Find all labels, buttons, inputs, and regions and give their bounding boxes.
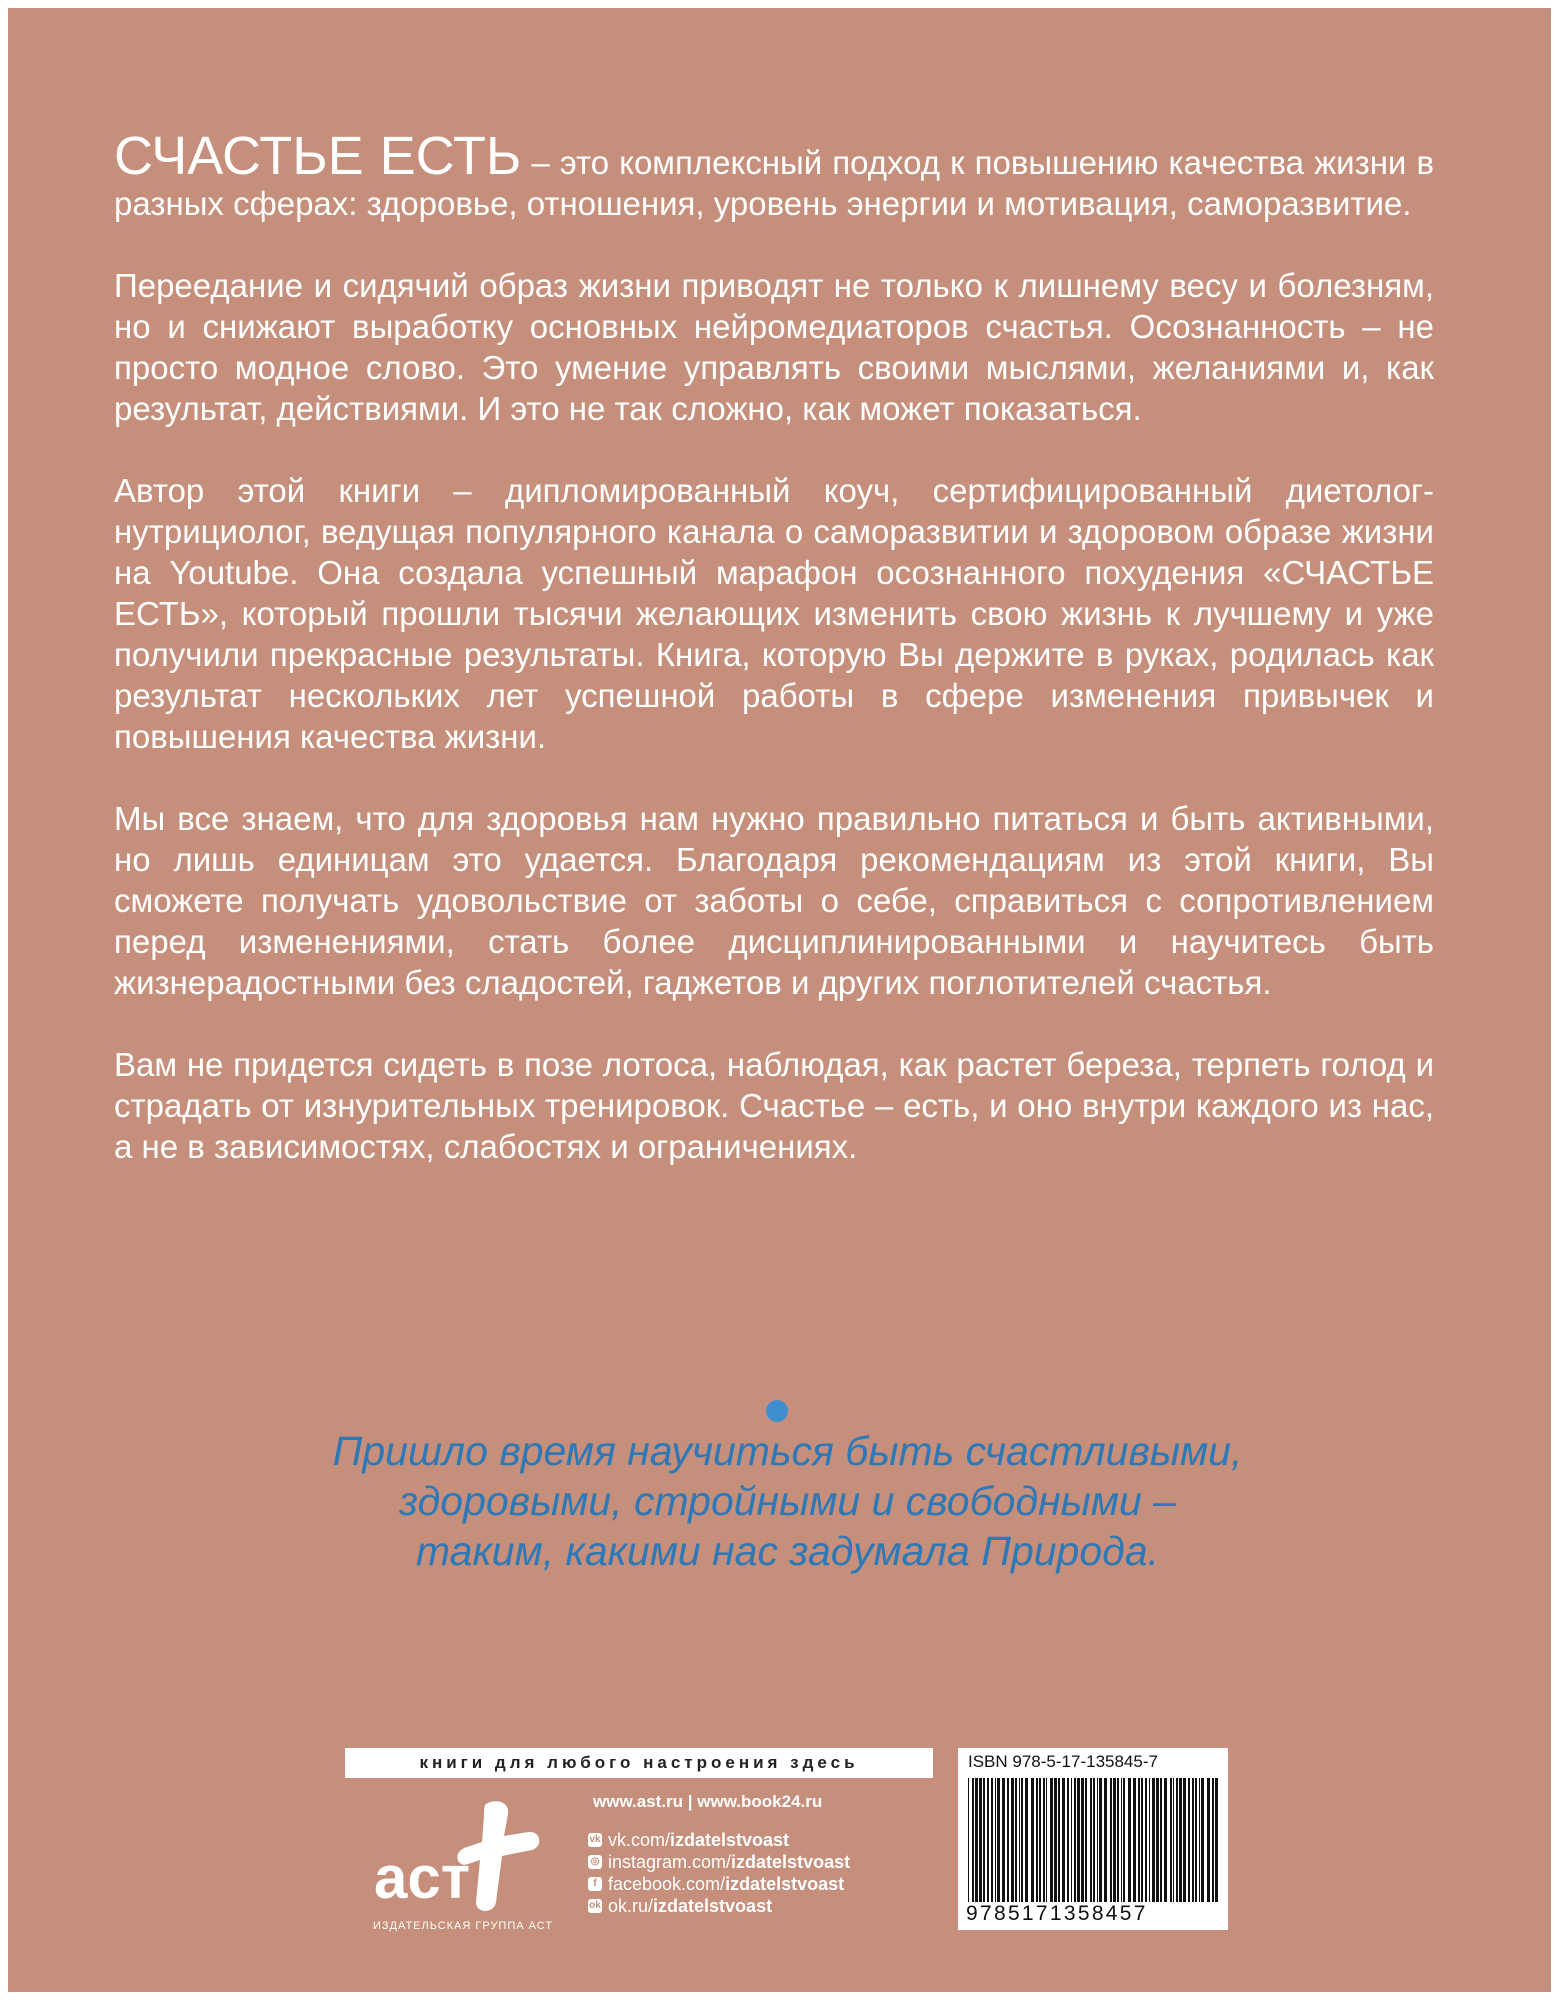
social-prefix: instagram.com/: [608, 1852, 732, 1872]
quote-line-3: таким, какими нас задумала Природа.: [415, 1528, 1160, 1574]
svg-text:аст: аст: [374, 1844, 471, 1911]
social-prefix: ok.ru/: [608, 1896, 654, 1916]
social-handle: izdatelstvoast: [725, 1874, 845, 1894]
social-handle: izdatelstvoast: [670, 1830, 790, 1850]
paragraph-5: Вам не придется сидеть в позе лотоса, наблюдая, как растет береза, терпеть голод и страдать от изнурительных тренировок. Счастье – есть, и оно внутри каждого из нас, а не в зависимостях, слабостях и ограничениях.: [114, 1046, 1434, 1165]
paragraph-1-text: – это комплексный подход к повышению качества жизни в разных сферах: здоровье, отношения, уровень энергии и мотивация, саморазвитие.: [114, 144, 1434, 222]
ok-icon: ok: [589, 1900, 601, 1911]
publisher-websites[interactable]: www.ast.ru | www.book24.ru: [593, 1792, 823, 1811]
publisher-slogan: книги для любого настроения здесь: [345, 1748, 933, 1778]
vk-icon: vk: [589, 1834, 601, 1845]
isbn-number: ISBN 978-5-17-135845-7: [968, 1752, 1158, 1771]
quote-line-2: здоровыми, стройными и свободными –: [399, 1478, 1176, 1524]
facebook-icon: f: [588, 1877, 602, 1891]
paragraph-2: Переедание и сидячий образ жизни приводят не только к лишнему весу и болезням, но и снижают выработку основных нейромедиаторов счастья. Осознанность – не просто модное слово. Это умение управлять своими мыслями, желаниями и, как результат, действиями. И это не так сложно, как может показаться.: [114, 267, 1434, 427]
ast-logo-icon: [368, 1798, 558, 1918]
barcode-digits: 9785171358457: [966, 1902, 1148, 1925]
paragraph-4: Мы все знаем, что для здоровья нам нужно правильно питаться и быть активными, но лишь единицам это удается. Благодаря рекомендациям из этой книги, Вы сможете получать удовольствие от заботы о себе, справиться с сопротивлением перед изменениями, стать более дисциплинированными и научитесь быть жизнерадостными без сладостей, гаджетов и других поглотителей счастья.: [114, 800, 1434, 1001]
closing-quote: [158, 1426, 1417, 1576]
social-links: [588, 1829, 850, 1917]
paragraph-1: [114, 126, 1434, 224]
paragraph-3: Автор этой книги – дипломированный коуч, сертифицированный диетолог-нутрициолог, ведущая популярного канала о саморазвитии и здоровом образе жизни на Youtube. Она создала успешный марафон осознанного похудения «СЧАСТЬЕ ЕСТЬ», который прошли тысячи желающих изменить свою жизнь к лучшему и уже получили прекрасные результаты. Книга, которую Вы держите в руках, родилась как результат нескольких лет успешной работы в сфере изменения привычек и повышения качества жизни.: [114, 472, 1434, 755]
social-link-instagram[interactable]: [588, 1851, 850, 1873]
description: [114, 126, 1434, 1208]
barcode-panel: [958, 1748, 1228, 1930]
instagram-icon: ◎: [588, 1855, 602, 1869]
quote-line-1: Пришло время научиться быть счастливыми,: [332, 1428, 1243, 1474]
social-handle: izdatelstvoast: [653, 1896, 773, 1916]
social-link-vk[interactable]: [588, 1829, 850, 1851]
social-prefix: facebook.com/: [608, 1874, 726, 1894]
title-lead: СЧАСТЬЕ ЕСТЬ: [114, 126, 522, 186]
back-cover: [8, 8, 1551, 1992]
social-prefix: vk.com/: [608, 1830, 671, 1850]
social-link-facebook[interactable]: [588, 1873, 850, 1895]
barcode-icon: [966, 1778, 1220, 1902]
accent-dot: [766, 1400, 788, 1422]
social-link-ok[interactable]: [588, 1895, 850, 1917]
publisher-caption: ИЗДАТЕЛЬСКАЯ ГРУППА АСТ: [372, 1920, 554, 1932]
social-handle: izdatelstvoast: [731, 1852, 851, 1872]
